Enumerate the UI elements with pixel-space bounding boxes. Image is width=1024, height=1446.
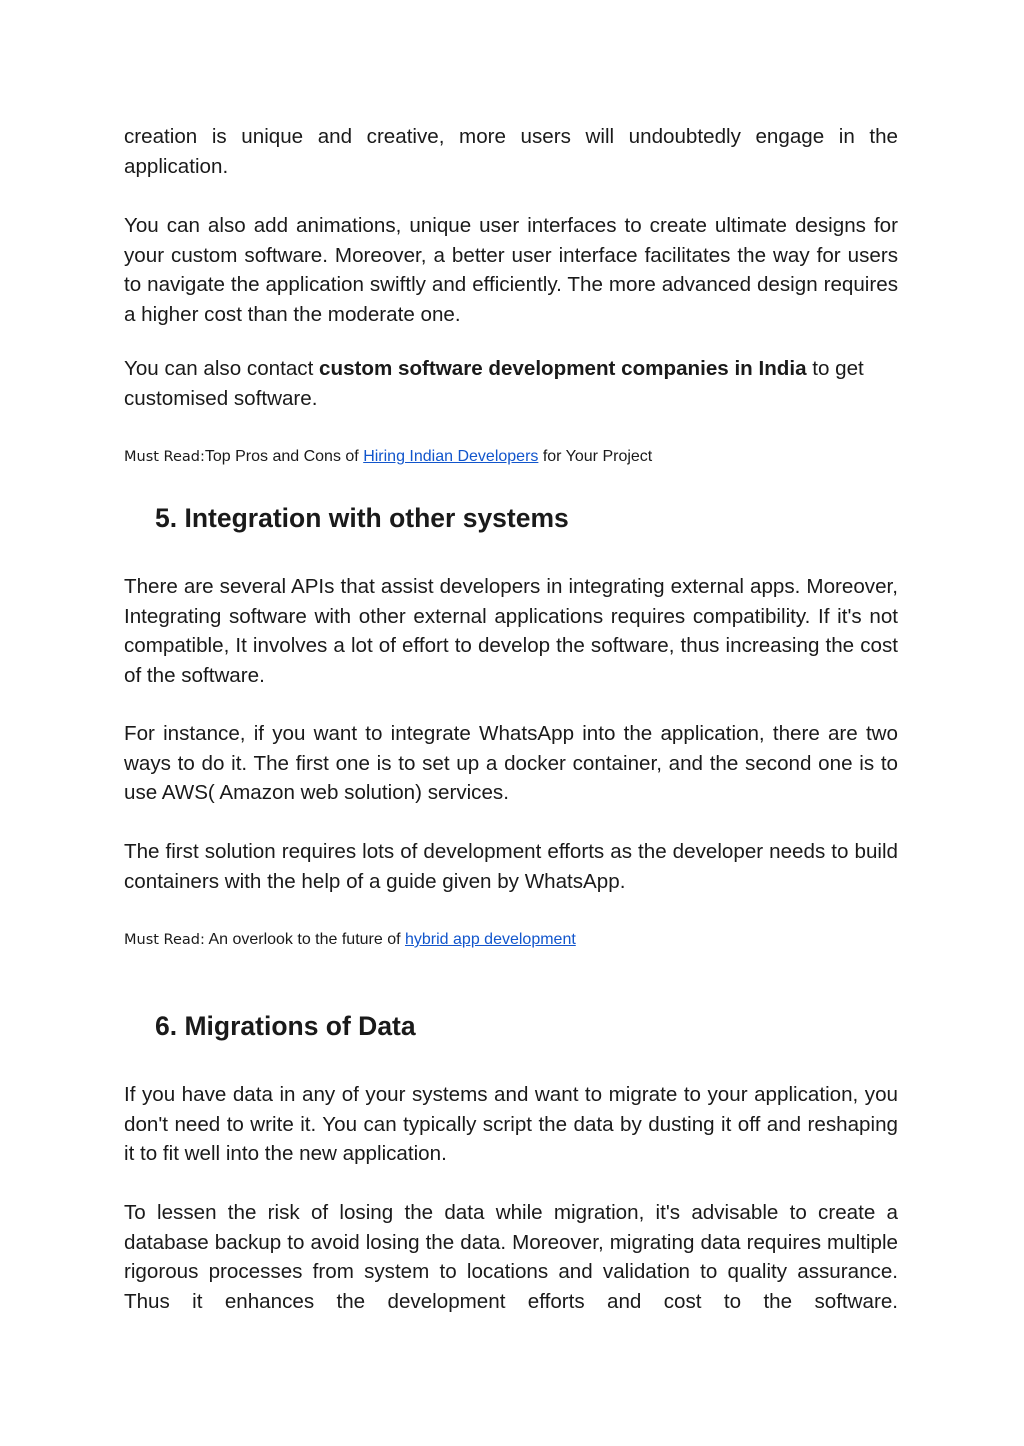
must-read-text: Top Pros and Cons of — [204, 448, 364, 465]
must-read-label: Must Read: — [124, 449, 205, 465]
paragraph-apis: There are several APIs that assist developers in integrating external apps. Moreover, Integrating software with other external applications requires compatibility. If it's not compatible, It involves a lot of effort to develop the software, thus increasing the cost of the software. — [124, 575, 898, 687]
must-read-label: Must Read: — [124, 932, 205, 948]
paragraph-animations: You can also add animations, unique user interfaces to create ultimate designs for your custom software. Moreover, a better user interface facilitates the way for users to navigate the application swiftly and efficiently. The more advanced design requires a higher cost than the moderate one. — [124, 214, 898, 326]
must-read-hybrid — [124, 929, 898, 950]
paragraph-first-solution: The first solution requires lots of development efforts as the developer needs to build containers with the help of a guide given by WhatsApp. — [124, 840, 898, 893]
must-read-text: An overlook to the future of — [204, 931, 405, 948]
paragraph-creation: creation is unique and creative, more users will undoubtedly engage in the application. — [124, 125, 898, 178]
paragraph-backup: To lessen the risk of losing the data while migration, it's advisable to create a database backup to avoid losing the data. Moreover, migrating data requires multiple rigorous processes from system to locations and validation to quality assurance. Thus it enhances the development efforts and cost to the software. — [124, 1201, 898, 1313]
paragraph-migrate: If you have data in any of your systems and want to migrate to your application, you don't need to write it. You can typically script the data by dusting it off and reshaping it to fit well into the new application. — [124, 1083, 898, 1165]
contact-bold-text: custom software development companies in India — [319, 357, 807, 380]
contact-text-after: to get customised software. — [124, 357, 864, 410]
must-read-hiring — [124, 446, 898, 467]
must-read-text-after: for Your Project — [538, 448, 653, 465]
hiring-indian-developers-link[interactable]: Hiring Indian Developers — [363, 448, 539, 465]
paragraph-whatsapp: For instance, if you want to integrate WhatsApp into the application, there are two ways to do it. The first one is to set up a docker container, and the second one is to use AWS( Amazon web solution) services. — [124, 722, 898, 804]
paragraph-contact — [124, 354, 898, 413]
heading-integration: 5. Integration with other systems — [155, 503, 569, 533]
contact-text-before: You can also contact — [124, 357, 320, 380]
heading-migrations: 6. Migrations of Data — [155, 1011, 416, 1041]
hybrid-app-development-link[interactable]: hybrid app development — [405, 931, 576, 948]
